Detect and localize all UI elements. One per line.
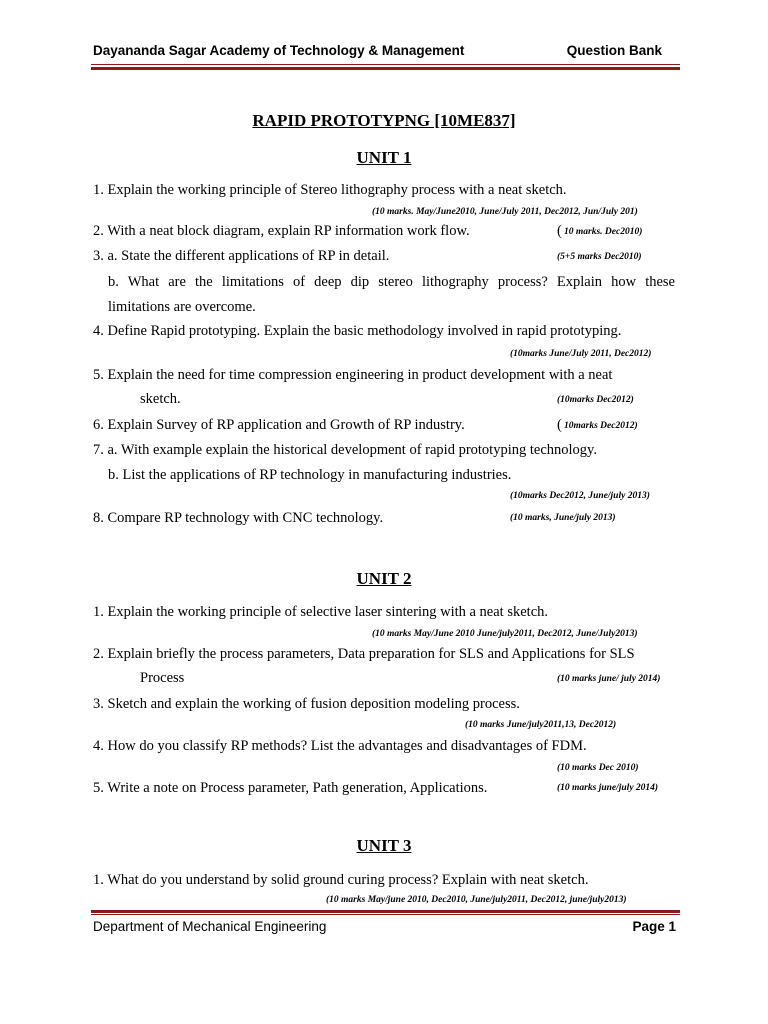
unit1-question-3a: 3. a. State the different applications of RP in detail. — [93, 248, 390, 264]
unit1-q6-marks: 10marks Dec2012) — [564, 421, 638, 431]
unit2-question-2-line1: 2. Explain briefly the process parameters, Data preparation for SLS and Applications for SLS — [93, 646, 635, 662]
unit1-question-1: 1. Explain the working principle of Stereo lithography process with a neat sketch. — [93, 182, 567, 198]
unit3-heading: UNIT 3 — [356, 836, 412, 855]
unit1-q6-marks-paren: ( — [557, 417, 562, 433]
unit2-question-4: 4. How do you classify RP methods? List the advantages and disadvantages of FDM. — [93, 738, 587, 754]
unit1-q4-marks: (10marks June/July 2011, Dec2012) — [510, 349, 652, 359]
unit1-q2-marks: 10 marks. Dec2010) — [564, 227, 643, 237]
unit3-q1-marks: (10 marks May/june 2010, Dec2010, June/july2011, Dec2012, june/july2013) — [326, 895, 627, 905]
document-title: RAPID PROTOTYPNG [10ME837] — [252, 111, 516, 130]
unit1-q7-marks: (10marks Dec2012, June/july 2013) — [510, 491, 650, 501]
unit1-question-6: 6. Explain Survey of RP application and Growth of RP industry. — [93, 417, 465, 433]
unit2-heading: UNIT 2 — [356, 569, 412, 588]
unit2-question-3: 3. Sketch and explain the working of fusion deposition modeling process. — [93, 696, 520, 712]
footer-rule-thin — [91, 914, 680, 915]
unit1-question-7a: 7. a. With example explain the historical development of rapid prototyping technology. — [93, 442, 597, 458]
unit2-question-2-line2: Process — [140, 670, 185, 686]
unit1-question-7b: b. List the applications of RP technology in manufacturing industries. — [108, 467, 512, 483]
unit1-question-8: 8. Compare RP technology with CNC technology. — [93, 510, 384, 526]
unit1-question-3b-line1: b. What are the limitations of deep dip stereo lithography process? Explain how these — [108, 274, 675, 290]
unit2-q5-marks: (10 marks june/july 2014) — [557, 783, 659, 793]
footer-rule-thick — [91, 910, 680, 913]
unit1-q3a-marks: (5+5 marks Dec2010) — [557, 252, 642, 262]
unit1-q1-marks: (10 marks. May/June2010, June/July 2011, Dec2012, Jun/July 201) — [372, 207, 638, 217]
unit3-question-1: 1. What do you understand by solid ground curing process? Explain with neat sketch. — [93, 872, 589, 888]
unit2-q2-marks: (10 marks june/ july 2014) — [557, 674, 661, 684]
unit2-q4-marks: (10 marks Dec 2010) — [557, 763, 639, 773]
header-doc-type: Question Bank — [566, 43, 662, 58]
unit2-question-5: 5. Write a note on Process parameter, Path generation, Applications. — [93, 780, 488, 796]
footer-page-number: Page 1 — [632, 919, 676, 934]
unit2-q3-marks: (10 marks June/july2011,13, Dec2012) — [465, 720, 617, 730]
header-institution: Dayananda Sagar Academy of Technology & Management — [93, 43, 465, 58]
header-rule-thick — [91, 67, 680, 70]
footer-department: Department of Mechanical Engineering — [93, 919, 327, 934]
header-rule-thin — [91, 64, 680, 65]
unit1-question-3b-line2: limitations are overcome. — [108, 299, 256, 315]
unit1-question-5-line2: sketch. — [140, 391, 181, 407]
unit1-q5-marks: (10marks Dec2012) — [557, 395, 634, 405]
unit1-question-4: 4. Define Rapid prototyping. Explain the basic methodology involved in rapid prototyping. — [93, 323, 622, 339]
unit1-q8-marks: (10 marks, June/july 2013) — [510, 513, 616, 523]
unit1-question-5-line1: 5. Explain the need for time compression engineering in product development with a neat — [93, 367, 613, 383]
unit2-question-1: 1. Explain the working principle of selective laser sintering with a neat sketch. — [93, 604, 549, 620]
unit1-question-2: 2. With a neat block diagram, explain RP information work flow. — [93, 223, 470, 239]
unit1-heading: UNIT 1 — [356, 148, 412, 167]
unit2-q1-marks: (10 marks May/June 2010 June/july2011, Dec2012, June/July2013) — [372, 629, 638, 639]
unit1-q2-marks-paren: ( — [557, 223, 562, 239]
